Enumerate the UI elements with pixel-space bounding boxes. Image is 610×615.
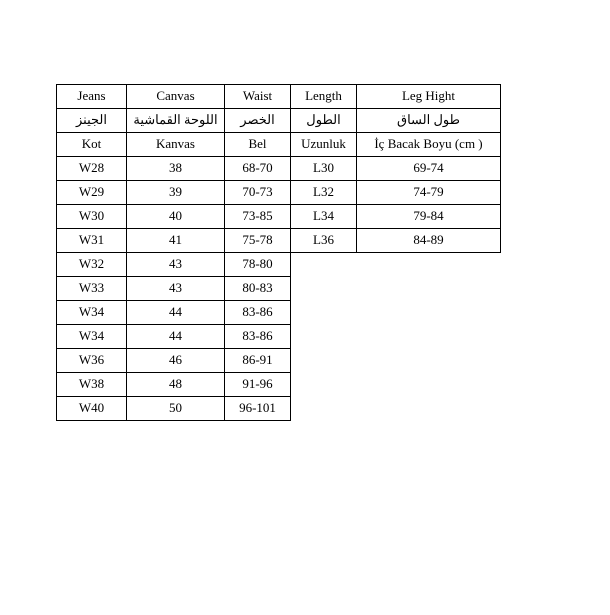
table-cell: 69-74 [357, 157, 501, 181]
table-row [57, 85, 501, 109]
table-cell: 68-70 [225, 157, 291, 181]
table-cell: 48 [127, 373, 225, 397]
table-cell: 84-89 [357, 229, 501, 253]
table-cell-blank [291, 301, 357, 325]
table-cell: W32 [57, 253, 127, 277]
table-row [57, 301, 501, 325]
table-cell: W28 [57, 157, 127, 181]
table-cell: W38 [57, 373, 127, 397]
table-cell-blank [291, 349, 357, 373]
table-cell-blank [357, 253, 501, 277]
table-cell-blank [291, 253, 357, 277]
table-cell: 44 [127, 301, 225, 325]
size-chart-body [57, 85, 501, 421]
table-cell: W31 [57, 229, 127, 253]
table-cell-blank [291, 325, 357, 349]
size-chart-table [56, 84, 501, 421]
table-cell: 73-85 [225, 205, 291, 229]
table-cell: W36 [57, 349, 127, 373]
table-cell: 46 [127, 349, 225, 373]
table-cell: W34 [57, 301, 127, 325]
table-cell: Kanvas [127, 133, 225, 157]
table-cell-blank [357, 277, 501, 301]
table-row [57, 253, 501, 277]
table-cell: 96-101 [225, 397, 291, 421]
table-cell: Length [291, 85, 357, 109]
table-cell: الخصر [225, 109, 291, 133]
table-cell: W30 [57, 205, 127, 229]
table-row [57, 373, 501, 397]
table-cell: 40 [127, 205, 225, 229]
table-cell: 86-91 [225, 349, 291, 373]
table-cell: الطول [291, 109, 357, 133]
table-cell: 70-73 [225, 181, 291, 205]
table-cell: 75-78 [225, 229, 291, 253]
table-cell-blank [291, 277, 357, 301]
table-cell-blank [357, 325, 501, 349]
table-cell: 41 [127, 229, 225, 253]
table-cell: L30 [291, 157, 357, 181]
table-cell: 83-86 [225, 325, 291, 349]
table-cell: L32 [291, 181, 357, 205]
table-cell: الجينز [57, 109, 127, 133]
table-cell: 43 [127, 253, 225, 277]
table-row [57, 397, 501, 421]
table-cell-blank [291, 397, 357, 421]
table-cell: 78-80 [225, 253, 291, 277]
table-cell: Waist [225, 85, 291, 109]
table-cell: L34 [291, 205, 357, 229]
table-cell: 43 [127, 277, 225, 301]
table-row [57, 133, 501, 157]
table-row [57, 157, 501, 181]
table-cell: W34 [57, 325, 127, 349]
table-cell: Bel [225, 133, 291, 157]
table-row [57, 181, 501, 205]
table-cell: طول الساق [357, 109, 501, 133]
table-cell: Leg Hight [357, 85, 501, 109]
table-cell: W33 [57, 277, 127, 301]
table-cell: Uzunluk [291, 133, 357, 157]
table-cell-blank [291, 373, 357, 397]
table-cell: 83-86 [225, 301, 291, 325]
table-cell-blank [357, 373, 501, 397]
table-row [57, 277, 501, 301]
table-row [57, 109, 501, 133]
table-cell: 74-79 [357, 181, 501, 205]
table-cell: 39 [127, 181, 225, 205]
table-cell: Canvas [127, 85, 225, 109]
table-cell: 80-83 [225, 277, 291, 301]
table-row [57, 205, 501, 229]
table-cell: 79-84 [357, 205, 501, 229]
table-cell: Jeans [57, 85, 127, 109]
table-cell: Kot [57, 133, 127, 157]
table-cell: اللوحة القماشية [127, 109, 225, 133]
table-cell-blank [357, 397, 501, 421]
table-cell: 44 [127, 325, 225, 349]
table-cell: 38 [127, 157, 225, 181]
table-row [57, 349, 501, 373]
table-cell-blank [357, 349, 501, 373]
table-row [57, 325, 501, 349]
table-cell: W40 [57, 397, 127, 421]
table-cell: L36 [291, 229, 357, 253]
table-cell: W29 [57, 181, 127, 205]
table-cell: 91-96 [225, 373, 291, 397]
table-row [57, 229, 501, 253]
table-cell-blank [357, 301, 501, 325]
size-chart-table-wrapper [56, 84, 501, 421]
table-cell: 50 [127, 397, 225, 421]
table-cell: İç Bacak Boyu (cm ) [357, 133, 501, 157]
